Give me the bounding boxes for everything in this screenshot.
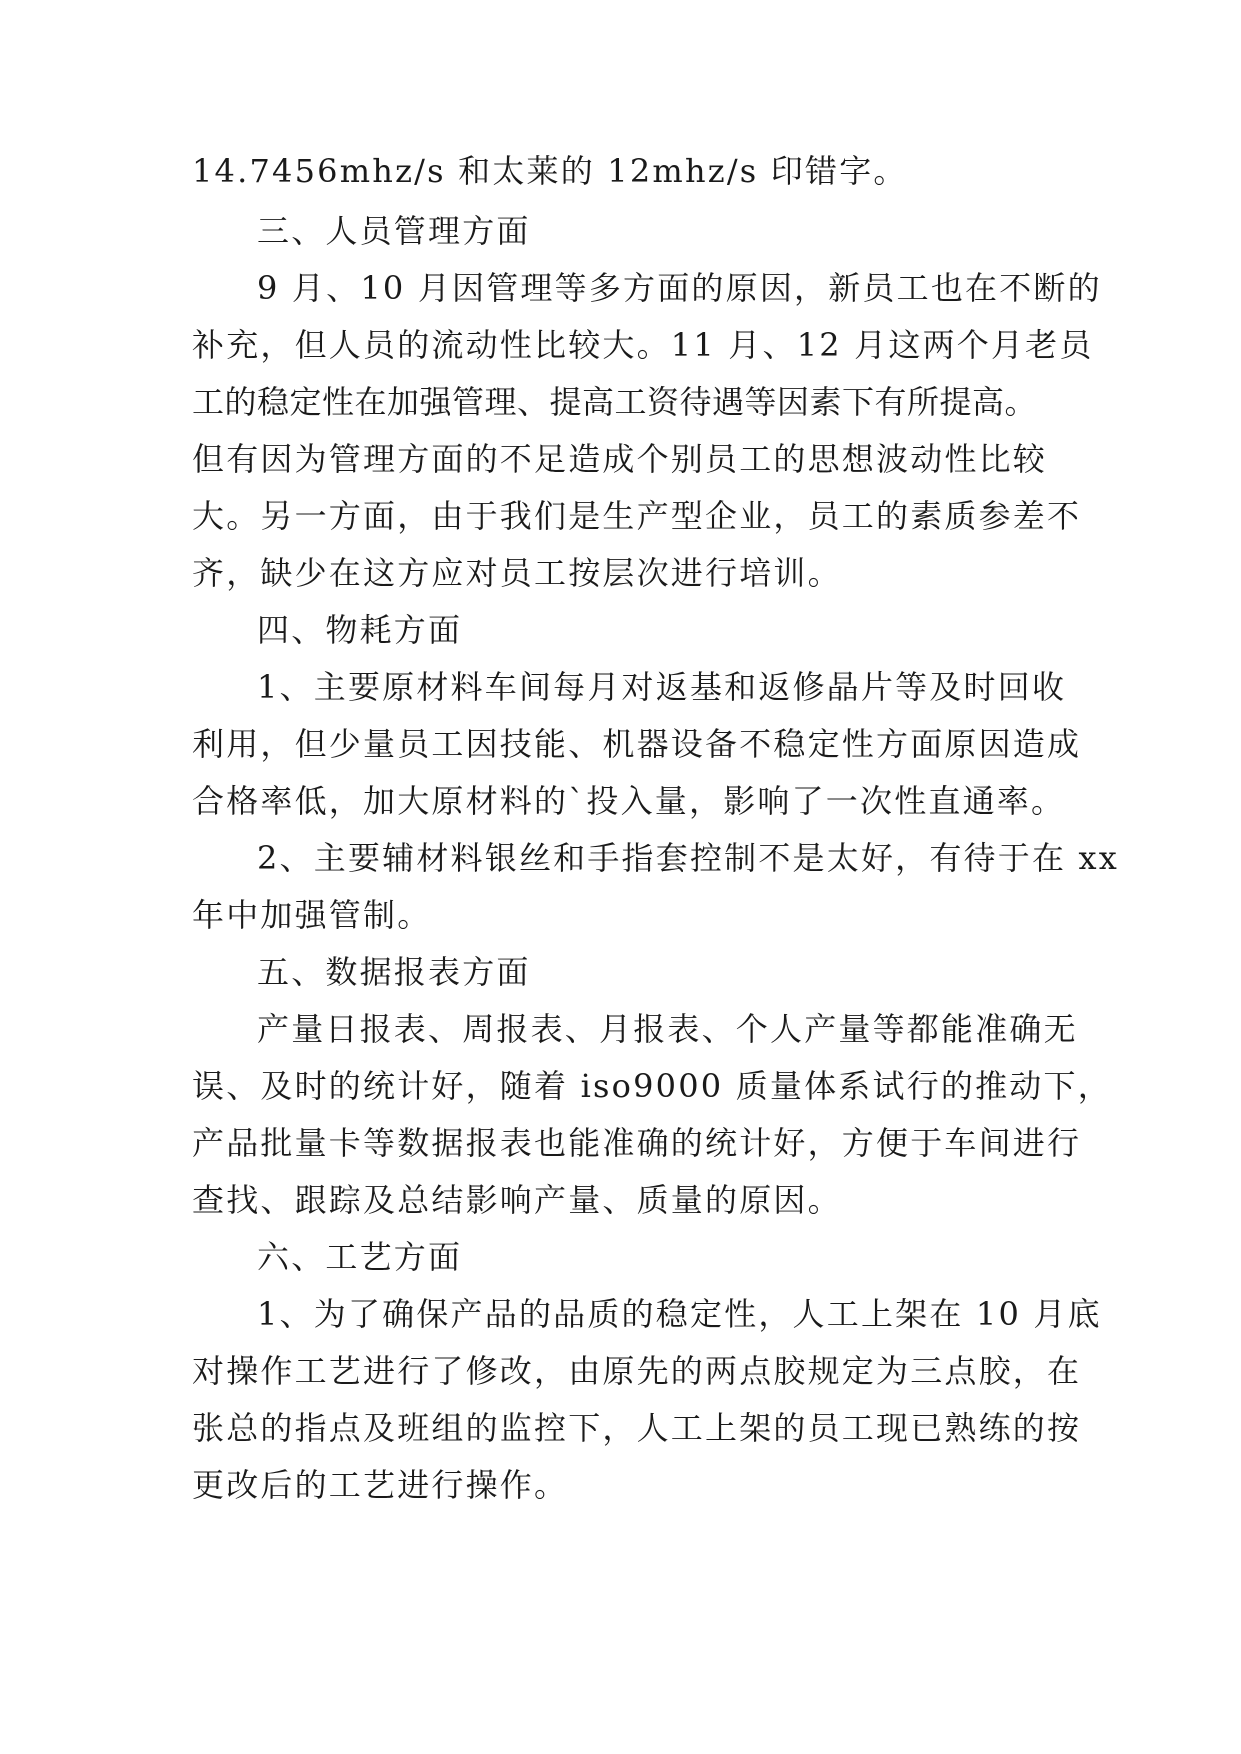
paragraph-line: 1、主要原材料车间每月对返基和返修晶片等及时回收 bbox=[257, 668, 1067, 706]
paragraph-line: 误、及时的统计好，随着 iso9000 质量体系试行的推动下， bbox=[192, 1067, 1112, 1105]
paragraph-line: 补充，但人员的流动性比较大。11 月、12 月这两个月老员 bbox=[192, 326, 1094, 364]
paragraph-line: 2、主要辅材料银丝和手指套控制不是太好，有待于在 xx bbox=[257, 839, 1120, 877]
paragraph-line: 合格率低，加大原材料的`投入量，影响了一次性直通率。 bbox=[192, 782, 1066, 820]
paragraph-line: 1、为了确保产品的品质的稳定性，人工上架在 10 月底 bbox=[257, 1295, 1102, 1333]
paragraph-line: 9 月、10 月因管理等多方面的原因，新员工也在不断的 bbox=[257, 269, 1102, 307]
paragraph-line: 查找、跟踪及总结影响产量、质量的原因。 bbox=[192, 1181, 842, 1219]
paragraph-line: 工的稳定性在加强管理、提高工资待遇等因素下有所提高。 bbox=[192, 383, 1038, 421]
paragraph-line: 年中加强管制。 bbox=[192, 896, 432, 934]
paragraph-line: 产量日报表、周报表、月报表、个人产量等都能准确无 bbox=[257, 1010, 1078, 1048]
paragraph-line: 张总的指点及班组的监控下，人工上架的员工现已熟练的按 bbox=[192, 1409, 1082, 1447]
section-heading-reports: 五、数据报表方面 bbox=[257, 953, 531, 991]
paragraph-line: 利用，但少量员工因技能、机器设备不稳定性方面原因造成 bbox=[192, 725, 1082, 763]
section-heading-personnel: 三、人员管理方面 bbox=[257, 212, 531, 250]
paragraph-line: 产品批量卡等数据报表也能准确的统计好，方便于车间进行 bbox=[192, 1124, 1082, 1162]
paragraph-line: 对操作工艺进行了修改，由原先的两点胶规定为三点胶，在 bbox=[192, 1352, 1082, 1390]
paragraph-line: 齐，缺少在这方应对员工按层次进行培训。 bbox=[192, 554, 842, 592]
paragraph-line: 大。另一方面，由于我们是生产型企业，员工的素质参差不 bbox=[192, 497, 1082, 535]
paragraph-line: 但有因为管理方面的不足造成个别员工的思想波动性比较 bbox=[192, 440, 1048, 478]
paragraph-line: 14.7456mhz/s 和太莱的 12mhz/s 印错字。 bbox=[192, 152, 908, 190]
paragraph-line: 更改后的工艺进行操作。 bbox=[192, 1466, 569, 1504]
section-heading-process: 六、工艺方面 bbox=[257, 1238, 463, 1276]
section-heading-materials: 四、物耗方面 bbox=[257, 611, 463, 649]
